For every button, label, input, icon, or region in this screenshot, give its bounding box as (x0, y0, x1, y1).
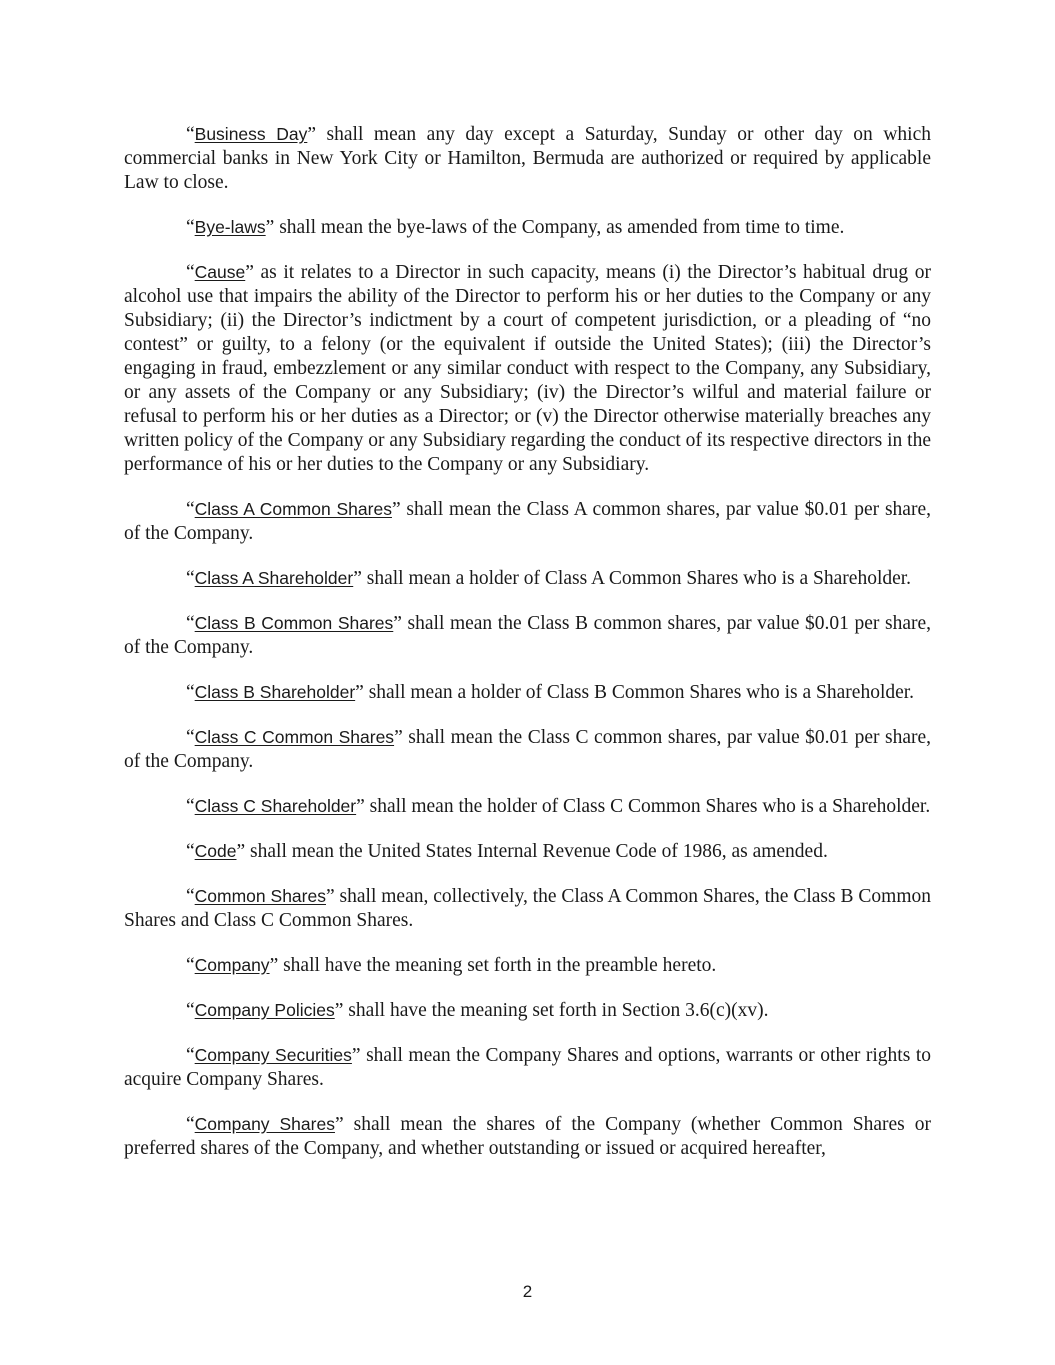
definition-text: shall mean, collectively, the Class A Common Shares, the Class B Common Shares and Class C Common Shares. (124, 886, 931, 931)
definition-text: as it relates to a Director in such capacity, means (i) the Director’s habitual drug or alcohol use that impairs the ability of the Director to perform his or her duties to the Company or any Subsidiary; (ii) the Director’s indictment by a court of competent jurisdiction, or a pleading of “no contest” or guilty, to a felony (or the equivalent if outside the United States); (iii) the Director’s engaging in fraud, embezzlement or any similar conduct with respect to the Company, any Subsidiary, or any assets of the Company or any Subsidiary; (iv) the Director’s wilful and material failure or refusal to perform his or her duties as a Director; or (v) the Director otherwise materially breaches any written policy of the Company or any Subsidiary regarding the conduct of its respective directors in the performance of his or her duties to the Company or any Subsidiary. (124, 262, 931, 475)
definition-text: shall mean the United States Internal Revenue Code of 1986, as amended. (245, 841, 828, 862)
definition-company-shares: “Company Shares” shall mean the shares of the Company (whether Common Shares or preferred shares of the Company, and whether outstanding or issued or acquired hereafter, (124, 1114, 931, 1159)
definition-class-b-shareholder: “Class B Shareholder” shall mean a holder of Class B Common Shares who is a Shareholder. (186, 682, 915, 703)
defined-term: Business Day (194, 124, 308, 144)
definition-class-c-shareholder: “Class C Shareholder” shall mean the holder of Class C Common Shares who is a Shareholder. (186, 796, 931, 817)
defined-term: Class B Common Shares (194, 613, 394, 633)
definition-text: shall mean the bye-laws of the Company, as amended from time to time. (274, 217, 845, 238)
defined-term: Company (194, 955, 270, 975)
defined-term: Common Shares (194, 886, 326, 906)
defined-term: Class B Shareholder (194, 682, 356, 702)
definition-text: shall mean a holder of Class A Common Shares who is a Shareholder. (361, 568, 912, 589)
definition-class-c-common-shares: “Class C Common Shares” shall mean the Class C common shares, par value $0.01 per share, of the Company. (124, 727, 932, 772)
definition-company-securities: “Company Securities” shall mean the Company Shares and options, warrants or other rights to acquire Company Shares. (124, 1045, 931, 1090)
definition-business-day: “Business Day” shall mean any day except a Saturday, Sunday or other day on which commercial banks in New York City or Hamilton, Bermuda are authorized or required by applicable Law to close. (124, 124, 932, 193)
definition-company: “Company” shall have the meaning set forth in the preamble hereto. (186, 955, 717, 976)
defined-term: Class A Shareholder (194, 568, 354, 588)
definition-text: shall mean the Class B common shares, par value $0.01 per share, of the Company. (124, 613, 931, 658)
definition-text: shall mean the Class C common shares, par value $0.01 per share, of the Company. (124, 727, 932, 772)
definition-text: shall have the meaning set forth in the preamble hereto. (278, 955, 717, 976)
definition-class-a-shareholder: “Class A Shareholder” shall mean a holder of Class A Common Shares who is a Shareholder. (186, 568, 912, 589)
page-number: 2 (522, 1282, 533, 1301)
defined-term: Class C Common Shares (194, 727, 395, 747)
defined-term: Class A Common Shares (194, 499, 392, 519)
defined-term: Cause (194, 262, 246, 282)
definition-class-b-common-shares: “Class B Common Shares” shall mean the Class B common shares, par value $0.01 per share, of the Company. (124, 613, 931, 658)
definition-text: shall have the meaning set forth in Section 3.6(c)(xv). (343, 1000, 769, 1021)
definition-cause: “Cause” as it relates to a Director in such capacity, means (i) the Director’s habitual drug or alcohol use that impairs the ability of the Director to perform his or her duties to the Company or any Subsidiary; (ii) the Director’s indictment by a court of competent jurisdiction, or a pleading of “no contest” or guilty, to a felony (or the equivalent if outside the United States); (iii) the Director’s engaging in fraud, embezzlement or any similar conduct with respect to the Company, any Subsidiary, or any assets of the Company or any Subsidiary; (iv) the Director’s wilful and material failure or refusal to perform his or her duties as a Director; or (v) the Director otherwise materially breaches any written policy of the Company or any Subsidiary regarding the conduct of its respective directors in the performance of his or her duties to the Company or any Subsidiary. (124, 262, 931, 475)
defined-term: Class C Shareholder (194, 796, 357, 816)
definition-bye-laws: “Bye-laws” shall mean the bye-laws of the Company, as amended from time to time. (186, 217, 845, 238)
defined-term: Bye-laws (194, 217, 266, 237)
definition-code: “Code” shall mean the United States Internal Revenue Code of 1986, as amended. (186, 841, 828, 862)
definition-text: shall mean the Class A common shares, par value $0.01 per share, of the Company. (124, 499, 931, 544)
defined-term: Company Securities (194, 1045, 352, 1065)
defined-term: Company Policies (194, 1000, 335, 1020)
defined-term: Code (194, 841, 237, 861)
definition-class-a-common-shares: “Class A Common Shares” shall mean the Class A common shares, par value $0.01 per share, of the Company. (124, 499, 931, 544)
definition-text: shall mean a holder of Class B Common Shares who is a Shareholder. (363, 682, 915, 703)
definition-company-policies: “Company Policies” shall have the meaning set forth in Section 3.6(c)(xv). (186, 1000, 769, 1021)
definition-text: shall mean the shares of the Company (whether Common Shares or preferred shares of the Company, and whether outstanding or issued or acquired hereafter, (124, 1114, 931, 1159)
definition-common-shares: “Common Shares” shall mean, collectively, the Class A Common Shares, the Class B Common Shares and Class C Common Shares. (124, 886, 931, 931)
definition-text: shall mean the Company Shares and options, warrants or other rights to acquire Company Shares. (124, 1045, 931, 1090)
definition-text: shall mean any day except a Saturday, Sunday or other day on which commercial banks in New York City or Hamilton, Bermuda are authorized or required by applicable Law to close. (124, 124, 932, 193)
definition-text: shall mean the holder of Class C Common Shares who is a Shareholder. (364, 796, 931, 817)
defined-term: Company Shares (194, 1114, 335, 1134)
document-body (124, 122, 931, 1181)
